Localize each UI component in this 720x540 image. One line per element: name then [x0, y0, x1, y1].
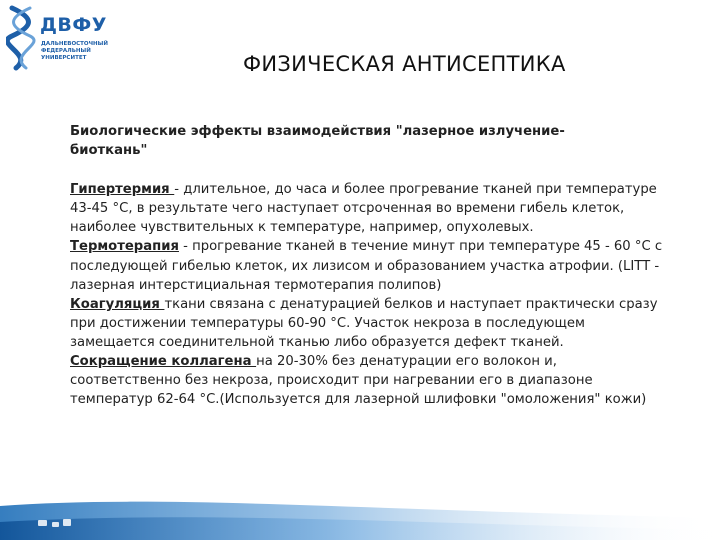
term-coagulation: Коагуляция — [70, 296, 165, 312]
paragraph-thermotherapy — [70, 237, 670, 294]
term-collagen-contraction: Сокращение коллагена — [70, 354, 257, 370]
slide-content — [70, 122, 670, 409]
university-logo — [6, 4, 136, 72]
slide-subtitle: Биологические эффекты взаимодействия "лазерное излучение-биоткань" — [70, 124, 565, 159]
term-hyperthermia: Гипертермия — [70, 182, 175, 198]
logo-subtitle-line: ДАЛЬНЕВОСТОЧНЫЙ — [41, 41, 108, 47]
paragraph-hyperthermia — [70, 180, 670, 237]
term-thermotherapy: Термотерапия — [70, 239, 179, 255]
logo-name: ДВФУ — [40, 14, 107, 36]
paragraph-collagen-contraction — [70, 352, 670, 409]
logo-subtitle — [41, 41, 121, 62]
definition-hyperthermia: - длительное, до часа и более прогревание тканей при температуре 43-45 °С, в результате чего наступает отсроченная во времени гибель клеток, наиболее чувствительных к температуре, например, опухолевых. — [70, 182, 657, 236]
dna-helix-icon — [6, 4, 40, 72]
logo-subtitle-line: ФЕДЕРАЛЬНЫЙ — [41, 48, 91, 54]
paragraph-coagulation — [70, 295, 670, 352]
definition-collagen-contraction: на 20-30% без денатурации его волокон и, соответственно без некроза, происходит при нагревании его в диапазоне температур 62-64 °С.(Используется для лазерной шлифовки "омоложения" кожи) — [70, 354, 647, 408]
definition-thermotherapy: - прогревание тканей в течение минут при температуре 45 - 60 °С с последующей гибелью клеток, их лизисом и образованием участка атрофии. (LITT - лазерная интерстициальная термотерапия полипов) — [70, 239, 663, 293]
logo-subtitle-line: УНИВЕРСИТЕТ — [41, 55, 87, 61]
slide-title: ФИЗИЧЕСКАЯ АНТИСЕПТИКА — [243, 52, 566, 76]
definition-coagulation: ткани связана с денатурацией белков и наступает практически сразу при достижении температуры 60-90 °С. Участок некроза в последующем замещается соединительной тканью либо образуется дефект тканей. — [70, 296, 658, 350]
footer-decoration — [0, 460, 720, 540]
